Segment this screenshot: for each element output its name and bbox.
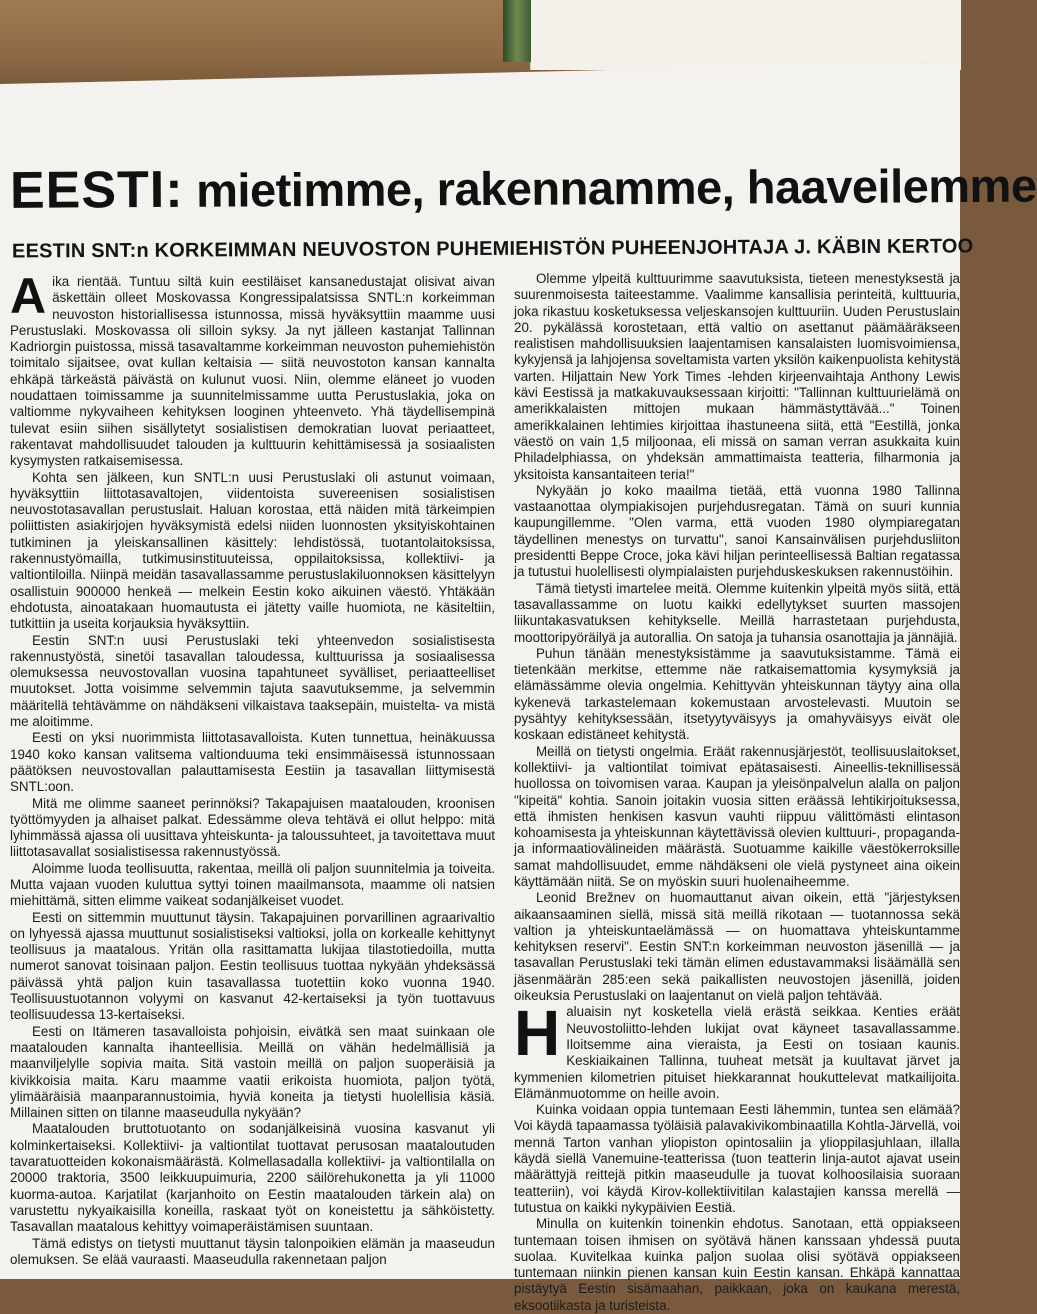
- article-headline: [9, 155, 1037, 221]
- headline-lead-word: EESTI:: [9, 160, 184, 220]
- paragraph: Aika rientää. Tuntuu siltä kuin eestiläiset kansanedustajat olisivat aivan äskettäin olleet Moskovassa Kongressipalatsissa SNTL:n korkeimman neuvoston historiallisessa istunnossa, missä hyväksyttiin maamme uusi Perustuslaki. Moskovassa oli silloin syksy. Ja nyt jälleen kastanjat Tallinnan Kadriorgin puistossa, missä tasavaltamme korkeimman neuvoston puhemiehistön toimitalo sijaitsee, ovat kullan keltaisia — siitä neuvostoton kansan kannalta ehkäpä tärkeästä päivästä on kulunut vuosi. Niin, olemme eläneet jo vuoden noudattaen toimissamme ja suunnitelmissamme uutta Perustuslakia, joka on valtiomme nykyvaiheen kehityksen looginen yhteenveto. Yhä täydellisempinä tulevat esiin siihen sisällytetyt sosialistisen demokratian luovat periaatteet, rakentavat mahdollisuudet talouden ja kulttuurin kehittämisessä ja sosiaalisten kysymysten ratkaisemisessa.: [10, 268, 495, 469]
- paragraph: Puhun tänään menestyksistämme ja saavutuksistamme. Tämä ei tietenkään merkitse, ettemme näe ratkaisemattomia kysymyksiä ja elämässämme olevia ongelmia. Kehittyvän yhteiskunnan täytyy aina olla kykenevä tarkastelemaan kokemustaan arvostelevasti. Muutoin se pysähtyy kehityksessään, itsetyytyväisyys ja omahyväisyys eivät ole koskaan edistäneet kehitystä.: [514, 645, 960, 743]
- paragraph: Eesti on yksi nuorimmista liittotasavalloista. Kuten tunnettua, heinäkuussa 1940 koko kansan valitsema valtionduuma teki ensimmäisessä istunnossaan päätöksen neuvostovallan palauttamisesta Eestiin ja tasavallan liittymisestä SNTL:oon.: [10, 730, 495, 795]
- drop-cap: A: [10, 268, 47, 324]
- left-text-column: [10, 268, 495, 1279]
- paragraph: Olemme ylpeitä kulttuurimme saavutuksista, tieteen menestyksestä ja suurenmoisesta taiteestamme. Vaalimme kansallisia perinteitä, kulttuuria, joka rikastuu kosketuksessa veljeskansojen kulttuuriin. Uuden Perustuslain 20. pykälässä korostetaan, että valtio on asettanut päämääräkseen realistisen mahdollisuuksien laajentamisen kansalaisten luomisvoimiensa, kykyjensä ja lahjojensa soveltamista varten yksilön kaikenpuolista kehitystä varten. Hiljattain New York Times -lehden kirjeenvaihtaja Anthony Lewis kävi Eestissä ja matkakuvauksessaan kirjoitti: "Tallinnan kulttuurielämä on amerikkalaisten mittojen mukaan hämmästyttävää..." Toinen amerikkalainen lehtimies kirjoittaa ihastuneena siitä, että "Eestillä, jonka väestö on vain 1,5 miljoonaa, eli missä on saman verran asukkaita kuin Philadelphiassa, on yhdeksän ammattimaista teatteria, filharmonia ja yksitoista kansantaiteen teria!": [514, 271, 960, 482]
- paragraph: Eesti on Itämeren tasavalloista pohjoisin, eivätkä sen maat suinkaan ole maatalouden kannalta ihanteellisia. Meillä on vähän hedelmällisiä ja maanviljelylle sopivia maita. Sitä vastoin meillä on paljon suoperäisiä ja kivikkoisia maita. Karu maamme vaatii erikoista huomiota, paljon työtä, ylimääräisiä maanparannustoimia, hyviä koneita ja tietysti huolellisia käsiä. Millainen sitten on tilanne maaseudulla nykyään?: [10, 1023, 495, 1121]
- article-subheadline: EESTIN SNT:n KORKEIMMAN NEUVOSTON PUHEMIEHISTÖN PUHEENJOHTAJA J. KÄBIN KERTOO: [11, 235, 974, 263]
- underlying-sheet: [530, 0, 961, 70]
- drop-cap: H: [514, 997, 561, 1070]
- right-text-column: [514, 271, 960, 1313]
- paragraph: Mitä me olimme saaneet perinnöksi? Takapajuisen maatalouden, kroonisen työttömyyden ja alhaiset palkat. Edessämme oleva tehtävä ei ollut helppo: mitä lyhimmässä ajassa oli uusittava yhteiskunta- ja taloussuhteet, ja tavoitettava muut liittotasavallat sosialistisessa rakennustyössä.: [10, 795, 495, 860]
- paragraph: Tämä tietysti imartelee meitä. Olemme kuitenkin ylpeitä myös siitä, että tasavallassamme on luotu kaikki edellytykset suurten massojen liikuntakasvatuksen kehitykselle. Meillä harrastetaan purjehdusta, moottoripyöräilyä ja autorallia. On satoja ja tuhansia osanottajia ja jännäjiä.: [514, 580, 960, 645]
- paragraph: Leonid Brežnev on huomauttanut aivan oikein, että "järjestyksen aikaansaaminen siellä, missä sitä meillä rikotaan — tuotannossa sekä valtion ja yhteiskuntaelämässä — on huomattava yhteiskuntamme kehityksen reservi". Eestin SNT:n korkeimman neuvoston jäsenillä — ja tasavallan Perustuslaki teki tämän elimen edustavammaksi lisäämällä sen jäsenmäärän 285:een sekä paikallisten neuvostojen jäsenillä, joiden oikeuksia Perustuslaki on laajentanut on vielä paljon tehtävää.: [514, 890, 960, 1004]
- paragraph: Kuinka voidaan oppia tuntemaan Eesti lähemmin, tuntea sen elämää? Voi käydä tapaamassa työläisiä palavakivikombinaatilla Kohtla-Järvellä, voi mennä Tarton vanhan yliopiston opintosaliin ja ylioppilasjuhlaan, illalla käydä siellä Vanemuine-teatterissa (tuon teatterin linja-autot ajavat usein määrättyjä reittejä pitkin maaseudulle ja tuovat kolhoosilaisia suoraan teatteriin), voi käydä Kirov-kollektiivitilan kalastajien kanssa merellä — tutustua on kaikki nykypäivien Eestiä.: [514, 1102, 960, 1215]
- paragraph: Meillä on tietysti ongelmia. Eräät rakennusjärjestöt, teollisuuslaitokset, kollektiivi- ja valtiontilat toimivat epätasaisesti. Aineellis-teknillisessä huollossa on toivomisen varaa. Kaupan ja yleisönpalvelun alalla on paljon "kipeitä" kohtia. Sanoin joitakin vuosia sitten eräässä lehtikirjoituksessa, että ihmisten henkisen kasvun vauhti riippuu välittömästi elintason kohoamisesta ja yhteiskunnan käytettävissä olevien kulttuuri-, propaganda- ja informaatiovälineiden määrästä. Suotuamme kaikille väestökerroksille samat mahdollisuudet, emme nähdäkseni ole vielä pystyneet aina oikein käyttämään niitä. Se on myöskin suuri huolenaiheemme.: [514, 743, 960, 889]
- paragraph: Aloimme luoda teollisuutta, rakentaa, meillä oli paljon suunnitelmia ja toiveita. Mutta vajaan vuoden kuluttua syttyi toinen maailmansota, maamme oli natsien miehittämä, sitten elimme vaikeat sodanjälkeiset vuodet.: [10, 860, 495, 909]
- paragraph: Tämä edistys on tietysti muuttanut täysin talonpoikien elämän ja maaseudun olemuksen. Se elää vauraasti. Maaseudulla rakennetaan paljon: [10, 1235, 495, 1267]
- photo-edge-strip: [503, 0, 531, 62]
- paragraph: Haluaisin nyt kosketella vielä erästä seikkaa. Kenties eräät Neuvostoliitto-lehden lukijat ovat käyneet tasavallassamme. Iloitsemme aina vieraista, ja Eesti on tosiaan kaunis. Keskiaikainen Tallinna, tuuheat metsät ja kuultavat järvet ja kymmenien kilometrien pituiset hiekkarannat houkuttelevat matkailijoita. Elämänmuotomme on heille avoin.: [514, 997, 960, 1101]
- paragraph: Kohta sen jälkeen, kun SNTL:n uusi Perustuslaki oli astunut voimaan, hyväksyttiin liittotasavaltojen, viidentoista suvereenisen sosialistisen neuvostotasavallan perustuslait. Haluan korostaa, että näiden mitä tärkeimpien poliittisten asiakirjojen hyväksymistä edelsi niiden luonnosten yksityiskohtainen tutkiminen ja yleiskansallinen käsittely: lehdistössä, tuotantolaitoksissa, rakennustyömailla, tutkimusinstituuteissa, oppilaitoksissa, kollektiivi- ja valtiontiloilla. Niinpä meidän tasavallassamme perustuslakiluonnoksen käsittelyyn osallistuin 900000 henkeä — melkein Eestin koko aikuinen väestö. Yhtäkään ehdotusta, ainoatakaan huomautusta ei jätetty vaille huomiota, ne käsiteltiin, tutkittiin ja useita korjauksia hyväksyttiin.: [10, 469, 495, 632]
- paragraph: Nykyään jo koko maailma tietää, että vuonna 1980 Tallinna vastaanottaa olympiakisojen purjehdusregatan. Tämä on suuri kunnia kaupungillemme. "Olen varma, että vuoden 1980 olympiaregatan täydellinen menestys on turvattu", sanoi Kansainvälisen purjehdusliiton presidentti Beppe Croce, joka kävi hiljan perinteellisessä Baltian regatassa ja tutustui huolellisesti olympialaisten purjehduskeskuksen rakennustöihin.: [514, 482, 960, 580]
- paragraph: Eestin SNT:n uusi Perustuslaki teki yhteenvedon sosialistisesta rakennustyöstä, sinetöi tasavallan taloudessa, kulttuurissa ja sosiaalisessa olemuksessa neuvostovallan vuosina tapahtuneet syvälliset, periaatteelliset muutokset. Jotta voisimme selvemmin tajuta saavutuksemme, ja selvemmin määritellä tehtävämme on nähdäkseni vilkaistava taaksepäin, muistelta- va mistä me aloitimme.: [10, 632, 495, 730]
- paragraph: Minulla on kuitenkin toinenkin ehdotus. Sanotaan, että oppiakseen tuntemaan toisen ihmisen on syötävä hänen kanssaan yhdessä puuta suolaa. Kuvitelkaa kuinka paljon suolaa olisi syötävä oppiakseen tuntemaan niinkin pienen kansan kuin Eestin kansan. Ehkäpä kannattaa pistäytyä Eestin sisämaahan, paikkaan, joka on kaukana merestä, eksootiikasta ja turisteista.: [514, 1216, 960, 1313]
- paragraph: Eesti on sittemmin muuttunut täysin. Takapajuinen porvarillinen agraarivaltio on lyhyessä ajassa muuttunut sosialistiseksi valtioksi, jolla on korkealle kehittynyt teollisuus ja maatalous. Yritän olla rasittamatta lukijaa tilastotiedoilla, mutta numerot sanovat toisinaan paljon. Eestin teollisuus tuottaa nykyään yhdeksässä päivässä yhtä paljon kuin tasavallassa tuotettiin koko vuonna 1940. Teollisuustuotannon volyymi on kasvanut 42-kertaiseksi ja työn tuottavuus teollisuudessa 13-kertaiseksi.: [10, 909, 495, 1023]
- headline-text: EESTI: mietimme, rakennamme, haaveilemme: [9, 158, 1037, 220]
- paragraph: Maatalouden bruttotuotanto on sodanjälkeisinä vuosina kasvanut yli kolminkertaiseksi. Kollektiivi- ja valtiontilat tuottavat perusosan maataloutuden tavaratuotteiden kokonaismäärästä. Kolmellasadalla kollektiivi- ja valtiontilalla on 20000 traktoria, 3500 leikkuupuimuria, 2200 säilörehukonetta ja yli 11000 kuorma-autoa. Karjatilat (karjanhoito on Eestin maatalouden tärkein ala) on varustettu nykyaikaisilla koneilla, raskaat työt on koneistettu ja sähköistetty. Tasavallan maatalous kehittyy voimaperäistämisen suuntaan.: [10, 1121, 495, 1235]
